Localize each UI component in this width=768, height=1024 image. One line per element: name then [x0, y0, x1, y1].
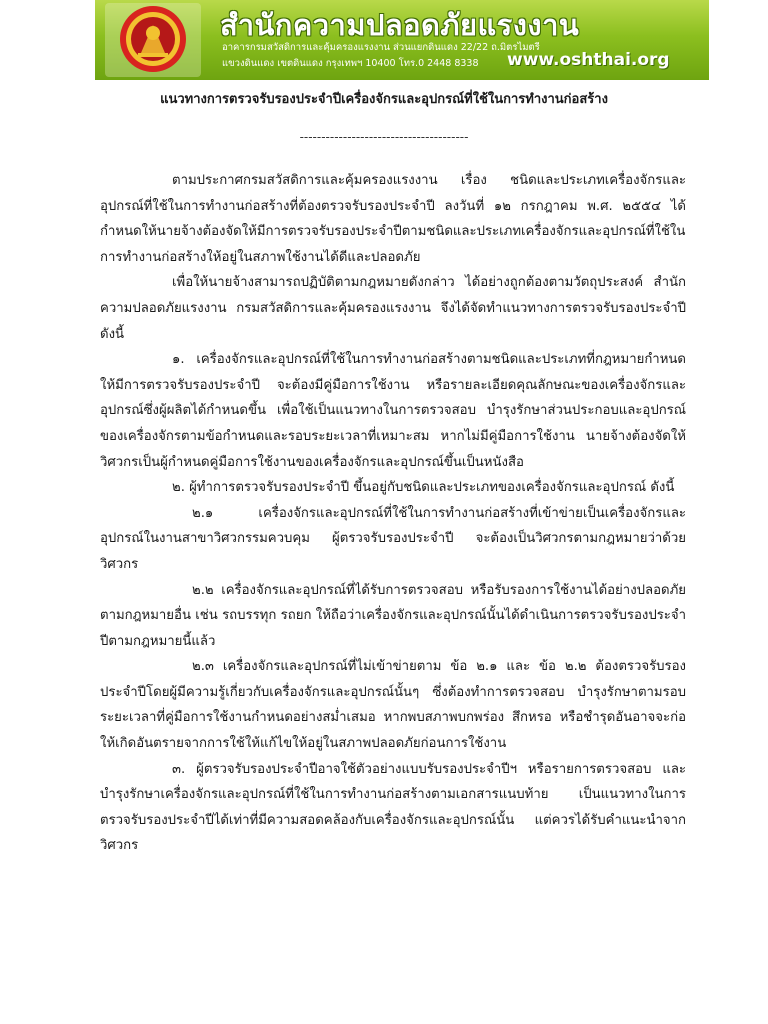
- document-body: [100, 168, 686, 859]
- address-line-1: อาคารกรมสวัสดิการและคุ้มครองแรงงาน ส่วนแยกดินแดง 22/22 ถ.มิตรไมตรี: [222, 42, 540, 53]
- paragraph-purpose: เพื่อให้นายจ้างสามารถปฏิบัติตามกฎหมายดังกล่าว ได้อย่างถูกต้องตามวัตถุประสงค์ สำนักความปลอดภัยแรงงาน กรมสวัสดิการและคุ้มครองแรงงาน จึงได้จัดทำแนวทางการตรวจรับรองประจำปี ดังนี้: [100, 275, 686, 342]
- paragraph-item-2-1: ๒.๑ เครื่องจักรและอุปกรณ์ที่ใช้ในการทำงานก่อสร้างที่เข้าข่ายเป็นเครื่องจักรและอุปกรณ์ในงานสาขาวิศวกรรมควบคุม ผู้ตรวจรับรองประจำปี จะต้องเป็นวิศวกรตามกฎหมายว่าด้วยวิศวกร: [100, 505, 686, 572]
- title-separator: ---------------------------------------: [299, 130, 469, 144]
- organization-seal-icon: [105, 3, 201, 77]
- organization-name: สำนักความปลอดภัยแรงงาน: [220, 8, 580, 42]
- paragraph-item-1: ๑. เครื่องจักรและอุปกรณ์ที่ใช้ในการทำงานก่อสร้างตามชนิดและประเภทที่กฎหมายกำหนดให้มีการตรวจรับรองประจำปี จะต้องมีคู่มือการใช้งาน หรือรายละเอียดคุณลักษณะของเครื่องจักรและอุปกรณ์ซึ่งผู้ผลิตได้กำหนดขึ้น เพื่อใช้เป็นแนวทางในการตรวจสอบ บำรุงรักษาส่วนประกอบและอุปกรณ์ของเครื่องจักรตามข้อกำหนดและรอบระยะเวลาที่เหมาะสม หากไม่มีคู่มือการใช้งาน นายจ้างต้องจัดให้วิศวกรเป็นผู้กำหนดคู่มือการใช้งานของเครื่องจักรและอุปกรณ์ขึ้นเป็นหนังสือ: [100, 352, 686, 470]
- paragraph-item-2-3: ๒.๓ เครื่องจักรและอุปกรณ์ที่ไม่เข้าข่ายตาม ข้อ ๒.๑ และ ข้อ ๒.๒ ต้องตรวจรับรองประจำปีโดยผู้มีความรู้เกี่ยวกับเครื่องจักรและอุปกรณ์นั้นๆ ซึ่งต้องทำการตรวจสอบ บำรุงรักษาตามรอบระยะเวลาที่คู่มือการใช้งานกำหนดอย่างสม่ำเสมอ หากพบสภาพบกพร่อง สึกหรอ หรือชำรุดอันอาจจะก่อให้เกิดอันตรายจากการใช้ให้แก้ไขให้อยู่ในสภาพปลอดภัยก่อนการใช้งาน: [100, 659, 686, 752]
- header-banner: [95, 0, 709, 80]
- document-title: แนวทางการตรวจรับรองประจำปีเครื่องจักรและอุปกรณ์ที่ใช้ในการทำงานก่อสร้าง: [160, 92, 608, 107]
- address-line-2: แขวงดินแดง เขตดินแดง กรุงเทพฯ 10400 โทร.0 2448 8338: [222, 58, 479, 69]
- paragraph-item-2: ๒. ผู้ทำการตรวจรับรองประจำปี ขึ้นอยู่กับชนิดและประเภทของเครื่องจักรและอุปกรณ์ ดังนี้: [172, 480, 675, 496]
- paragraph-item-2-2: ๒.๒ เครื่องจักรและอุปกรณ์ที่ได้รับการตรวจสอบ หรือรับรองการใช้งานได้อย่างปลอดภัยตามกฎหมายอื่น เช่น รถบรรทุก รถยก ให้ถือว่าเครื่องจักรและอุปกรณ์นั้นได้ดำเนินการตรวจรับรองประจำปีตามกฎหมายนี้แล้ว: [100, 582, 686, 649]
- paragraph-item-3: ๓. ผู้ตรวจรับรองประจำปีอาจใช้ตัวอย่างแบบรับรองประจำปีฯ หรือรายการตรวจสอบ และบำรุงรักษาเครื่องจักรและอุปกรณ์ที่ใช้ในการทำงานก่อสร้างตามเอกสารแนบท้าย เป็นแนวทางในการตรวจรับรองประจำปีได้เท่าที่มีความสอดคล้องกับเครื่องจักรและอุปกรณ์นั้น แต่ควรได้รับคำแนะนำจากวิศวกร: [100, 761, 686, 854]
- website-link[interactable]: www.oshthai.org: [507, 50, 670, 70]
- paragraph-intro: ตามประกาศกรมสวัสดิการและคุ้มครองแรงงาน เรื่อง ชนิดและประเภทเครื่องจักรและอุปกรณ์ที่ใช้ในการทำงานก่อสร้างที่ต้องตรวจรับรองประจำปี ลงวันที่ ๑๒ กรกฎาคม พ.ศ. ๒๕๕๔ ได้กำหนดให้นายจ้างต้องจัดให้มีการตรวจรับรองประจำปีตามชนิดและประเภทเครื่องจักรและอุปกรณ์ที่ใช้ในการทำงานก่อสร้างให้อยู่ในสภาพใช้งานได้ดีและปลอดภัย: [100, 173, 686, 265]
